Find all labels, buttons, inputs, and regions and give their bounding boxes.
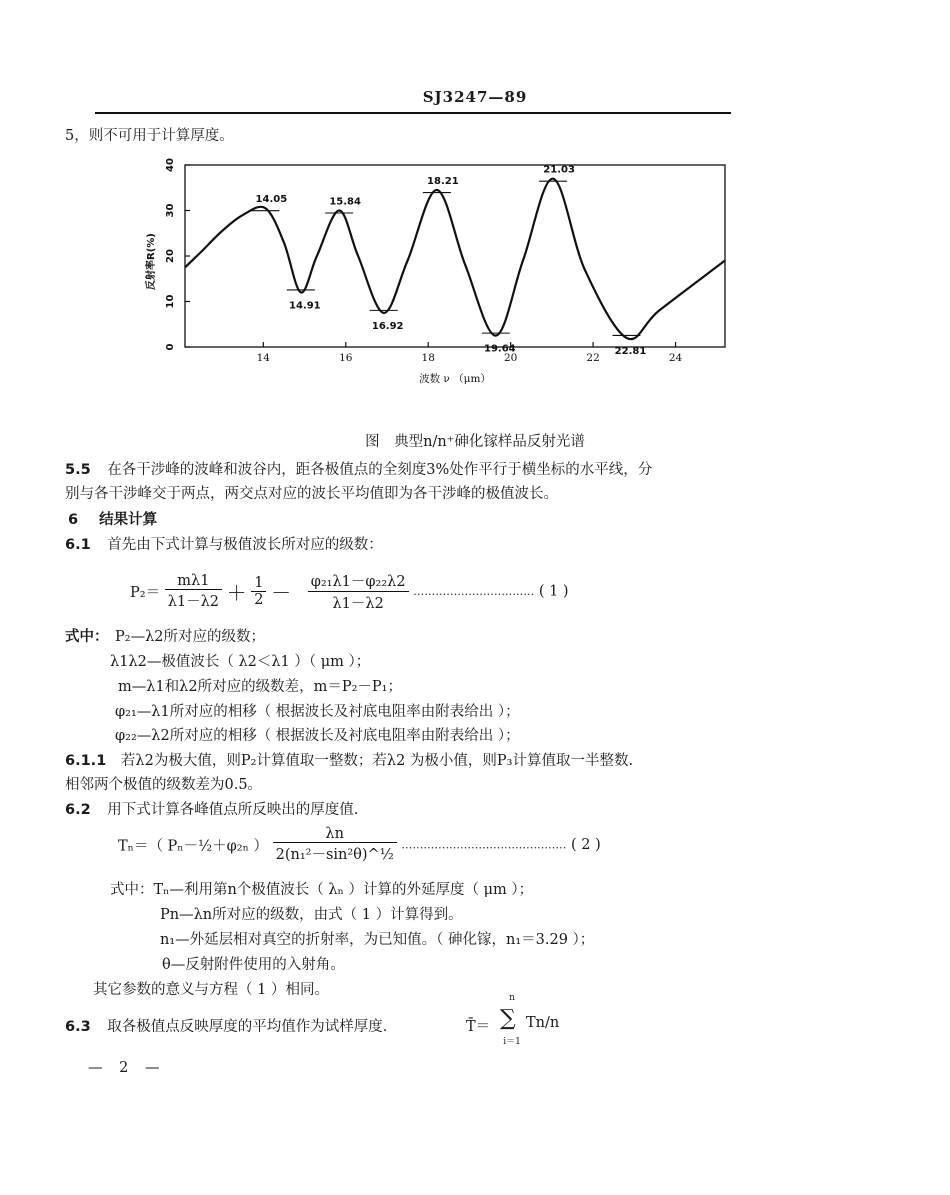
eq1-lhs: P₂＝ [130, 585, 161, 601]
y-tick-label: 40 [165, 158, 176, 172]
extreme-value-label: 18.21 [427, 176, 459, 188]
where2-line-3: n₁—外延层相对真空的折射率，为已知值。（ 砷化镓，n₁＝3.29 ）； [160, 932, 595, 948]
extreme-value-label: 15.84 [329, 196, 361, 208]
mean-thickness-rhs: Tn/n [526, 1015, 560, 1031]
page-number: — 2 — [88, 1060, 166, 1076]
eq2-leader-dots: ……………………………………… [401, 838, 567, 852]
extreme-value-label: 21.03 [543, 164, 575, 176]
x-tick-label: 14 [256, 352, 271, 364]
x-tick-label: 22 [586, 352, 600, 364]
x-tick-label: 16 [339, 352, 353, 364]
extreme-value-label: 22.81 [614, 345, 647, 357]
eq1-number: ( 1 ) [538, 583, 569, 600]
y-tick-label: 30 [165, 203, 176, 218]
extreme-value-label: 16.92 [371, 320, 404, 332]
where1-line-5: φ₂₂—λ2所对应的相移（ 根据波长及衬底电阻率由附表给出 ）； [115, 728, 520, 744]
x-tick-label: 20 [503, 352, 518, 364]
section-6-heading [68, 508, 157, 529]
plot-frame [185, 165, 725, 347]
section-6-1 [65, 533, 383, 554]
extreme-markers [251, 165, 646, 357]
eq2-number: ( 2 ) [570, 837, 601, 853]
section-6-1-1-cont: 相邻两个极值的级数差为0.5。 [65, 777, 263, 793]
equation-1 [130, 570, 569, 613]
eq1-fraction-1: $\frac{m\lambda 1}{\lambda 1-\lambda 2}$ [165, 573, 222, 611]
where1-line-3: m—λ1和λ2所对应的级数差，m＝P₂－P₁； [118, 679, 402, 695]
section-text: 在各干涉峰的波峰和波谷内，距各极值点的全刻度3%处作平行于横坐标的水平线，分 [107, 462, 653, 478]
y-ticks [165, 158, 190, 350]
where2-line-2: Pn—λn所对应的级数，由式（ 1 ）计算得到。 [160, 907, 463, 923]
x-axis-label: 波数 ν （μm） [419, 373, 491, 385]
y-axis-label: 反射率R(%) [146, 233, 157, 290]
section-number: 6.1.1 [65, 753, 107, 769]
section-number: 6.2 [65, 802, 91, 818]
sum-lower-limit: i＝1 [503, 1037, 521, 1047]
mean-thickness-lhs: T̄＝ [466, 1019, 491, 1035]
where2-line-5: 其它参数的意义与方程（ 1 ）相同。 [93, 982, 329, 998]
intro-line: 5，则不可用于计算厚度。 [65, 128, 234, 144]
reflectance-chart [130, 155, 750, 405]
section-text: 用下式计算各峰值点所反映出的厚度值. [107, 802, 359, 818]
section-6-1-1 [65, 749, 633, 770]
sum-upper-limit: n [509, 993, 515, 1003]
eq1-fraction-3: $\frac{\text{φ₂₁λ1－φ₂₂λ2}}{\lambda 1-\lambda 2}$ [308, 570, 409, 613]
eq2-fraction: $\frac{\lambda n}{\text{2(n₁²－sin²θ)\textasciicircum{}½}}$ [273, 826, 397, 864]
section-6-2 [65, 798, 358, 819]
x-tick-label: 24 [668, 352, 683, 364]
header-rule [95, 112, 731, 114]
sum-symbol: ∑ [500, 1006, 516, 1031]
section-6-3 [65, 1015, 397, 1036]
eq1-leader-dots: …………………………… [413, 585, 535, 598]
eq1-plus: ＋ [226, 581, 247, 605]
section-number: 6.3 [65, 1019, 91, 1035]
section-number: 5.5 [65, 462, 91, 478]
section-5-5-cont: 别与各干涉峰交于两点，两交点对应的波长平均值即为各干涉峰的极值波长。 [65, 486, 558, 502]
where2-line-1: 式中：Tₙ—利用第n个极值波长（ λₙ ）计算的外延厚度（ μm ）； [110, 882, 534, 898]
section-text: 若λ2为极大值，则P₂计算值取一整数；若λ2 为极小值，则P₃计算值取一半整数. [120, 753, 634, 769]
section-number: 6 [68, 512, 79, 528]
y-tick-label: 0 [165, 343, 176, 351]
where1-line-2: λ1λ2—极值波长（ λ2＜λ1 ）（ μm ）； [110, 654, 371, 670]
y-tick-label: 10 [165, 294, 176, 309]
doc-code-header: SJ3247—89 [422, 88, 528, 106]
section-text: 取各极值点反映厚度的平均值作为试样厚度． [107, 1019, 398, 1035]
section-number: 6.1 [65, 537, 91, 553]
y-tick-label: 20 [165, 249, 176, 263]
section-5-5 [65, 458, 652, 479]
equation-2 [118, 826, 601, 864]
x-tick-label: 18 [421, 352, 435, 364]
where1-line-1: P₂—λ2所对应的级数； [115, 629, 265, 645]
section-text: 首先由下式计算与极值波长所对应的级数： [107, 537, 383, 553]
where-label: 式中： [65, 628, 109, 645]
extreme-value-label: 19.64 [483, 343, 516, 355]
section-title: 结果计算 [99, 511, 158, 528]
extreme-value-label: 14.05 [255, 194, 288, 206]
eq1-minus: － [271, 581, 292, 605]
where1-line-4: φ₂₁—λ1所对应的相移（ 根据波长及衬底电阻率由附表给出 ）； [115, 704, 520, 720]
figure-caption: 图 典型n/n⁺砷化镓样品反射光谱 [365, 434, 585, 450]
extreme-value-label: 14.91 [289, 300, 321, 312]
where2-line-4: θ—反射附件使用的入射角。 [162, 957, 345, 973]
eq1-fraction-2: $\frac{1}{2}$ [251, 575, 266, 608]
eq2-lhs: Tₙ＝（ Pₙ－½＋φ₂ₙ ） [118, 838, 268, 855]
